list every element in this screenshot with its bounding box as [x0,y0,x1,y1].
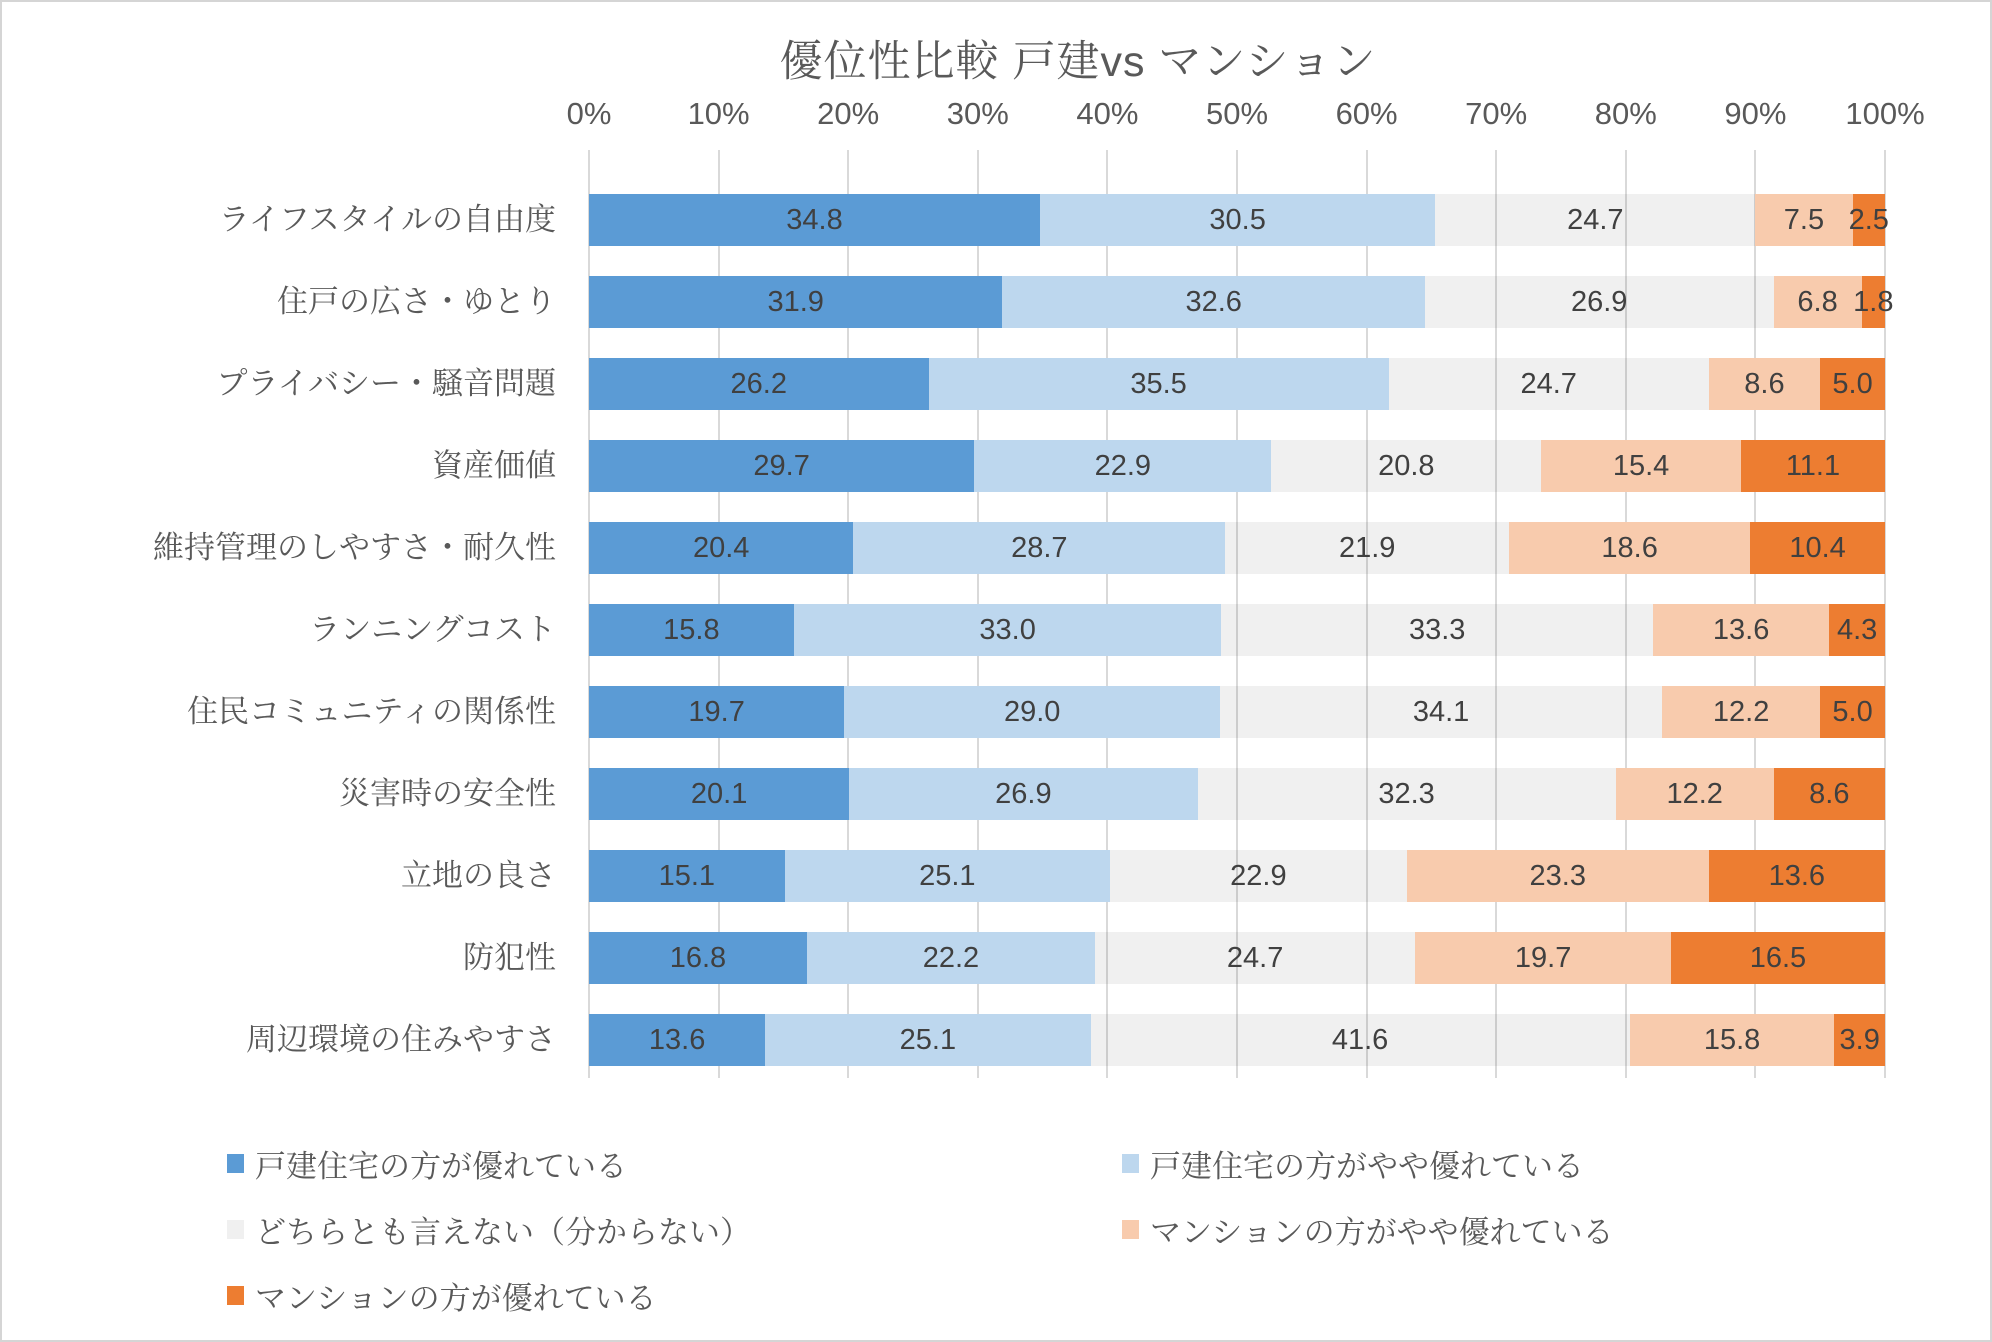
x-axis-tick-label: 60% [1335,96,1398,131]
legend-marker-icon [227,1220,244,1239]
x-axis-tick-label: 10% [687,96,750,131]
bar-segment [589,850,785,902]
bar-segment [1755,194,1852,246]
bar-segment [853,522,1225,574]
bar-segment-label: 5.0 [1832,695,1873,728]
bar-segment [1616,768,1774,820]
bar-segment-label: 33.3 [1408,613,1466,646]
bar-segment-label: 32.6 [1185,285,1242,318]
x-axis-tick-label: 70% [1465,96,1528,131]
bar-segment [1834,1014,1885,1066]
bar-segment [1110,850,1407,902]
bar-segment [1509,522,1750,574]
category-label: 住戸の広さ・ゆとり [277,284,556,319]
bar-segment [1848,194,1889,246]
legend-label: マンションの方がやや優れている [1150,1214,1614,1250]
bar-segment-label: 22.2 [922,941,980,974]
bar-segment [589,768,849,820]
bar-segment [1091,1014,1630,1066]
bar-segment-label: 29.7 [753,449,810,482]
category-label: プライバシー・騒音問題 [216,366,556,401]
category-label: 住民コミュニティの関係性 [187,694,556,729]
bar-row [589,440,1885,492]
x-axis-tick-label: 50% [1205,96,1269,131]
bar-row [589,604,1885,656]
x-axis-tick-label: 90% [1724,96,1787,131]
bar-segment [1435,194,1755,246]
bar-segment-label: 3.9 [1839,1023,1880,1056]
legend-marker-icon [227,1154,244,1173]
bar-segment [589,604,794,656]
bar-segment-label: 22.9 [1230,859,1287,892]
legend-item [227,1139,627,1187]
legend-item [1122,1205,1614,1253]
bar-segment-label: 19.7 [1514,941,1572,974]
bar-segment [1820,358,1885,410]
bar-segment [1774,768,1885,820]
bar-segment-label: 16.5 [1749,941,1807,974]
bar-segment-label: 19.7 [688,695,745,728]
bar-segment-label: 8.6 [1809,777,1850,810]
bar-segment-label: 21.9 [1338,531,1396,564]
bar-segment [807,932,1095,984]
bar-segment [1002,276,1424,328]
bar-segment-label: 10.4 [1789,531,1846,564]
legend-label: どちらとも言えない（分からない） [255,1214,751,1250]
category-label: ランニングコスト [309,612,556,647]
bar-segment-label: 26.9 [995,777,1052,810]
legend-marker-icon [1122,1220,1139,1239]
bar-segment [1221,604,1653,656]
bar-segment [1415,932,1671,984]
bar-row [589,358,1885,410]
bar-segment-label: 28.7 [1011,531,1068,564]
bar-segment [1225,522,1509,574]
bar-segment [1662,686,1820,738]
legend-item [227,1271,657,1319]
bar-segment [794,604,1222,656]
bar-segment-label: 22.9 [1094,449,1152,482]
bar-segment [1095,932,1415,984]
bar-segment-label: 5.0 [1832,367,1873,400]
bar-segment [589,194,1040,246]
bar-segment-label: 1.8 [1853,285,1894,318]
bar-segment-label: 12.2 [1666,777,1723,810]
bar-segment [1853,276,1894,328]
bar-segment-label: 26.9 [1570,285,1628,318]
bar-segment-label: 2.5 [1848,203,1889,236]
bar-segment-label: 13.6 [648,1023,706,1056]
bar-segment-label: 8.6 [1744,367,1785,400]
bar-segment [1220,686,1662,738]
legend-item [1122,1139,1584,1187]
category-label: ライフスタイルの自由度 [218,202,556,237]
bar-segment-label: 13.6 [1712,613,1770,646]
bar-segment-label: 20.4 [692,531,750,564]
bar-segment-label: 6.8 [1797,285,1838,318]
bar-segment-label: 35.5 [1130,367,1187,400]
category-label: 災害時の安全性 [339,776,556,811]
bar-segment [844,686,1220,738]
legend-label: 戸建住宅の方がやや優れている [1150,1148,1584,1184]
bar-row [589,932,1885,984]
bar-segment-label: 13.6 [1768,859,1826,892]
bar-segment-label: 18.6 [1601,531,1658,564]
bar-segment-label: 20.1 [690,777,748,810]
x-axis-tick-label: 40% [1076,96,1139,131]
legend-label: 戸建住宅の方が優れている [255,1148,627,1184]
bar-segment [929,358,1389,410]
bar-segment-label: 25.1 [919,859,976,892]
bar-segment-label: 24.7 [1567,203,1624,236]
bar-segment [1709,850,1885,902]
legend-label: マンションの方が優れている [255,1280,657,1316]
bar-segment [1198,768,1616,820]
bar-segment [589,522,853,574]
bar-segment-label: 7.5 [1783,203,1825,236]
category-axis [2,194,572,1066]
bar-segment [589,276,1002,328]
bar-segment [1829,604,1885,656]
bar-segment-label: 41.6 [1331,1023,1389,1056]
legend-marker-icon [1122,1154,1139,1173]
bar-segment-label: 29.0 [1003,695,1061,728]
bar-segment [849,768,1197,820]
bar-row [589,768,1885,820]
bar-segment-label: 32.3 [1378,777,1435,810]
x-axis-tick-label: 0% [566,96,612,131]
legend-item [227,1205,751,1253]
bar-segment [589,932,807,984]
bar-segment [1541,440,1741,492]
bar-segment-label: 24.7 [1520,367,1577,400]
category-label: 資産価値 [432,448,556,483]
bar-row [589,850,1885,902]
bar-segment [1741,440,1885,492]
bar-segment [765,1014,1090,1066]
bar-row [589,276,1894,328]
bar-segment [1040,194,1435,246]
bar-segment [589,686,844,738]
bar-segment [1671,932,1885,984]
bar-segment [1820,686,1885,738]
bar-segment-label: 34.1 [1412,695,1470,728]
bar-segment [1407,850,1709,902]
bar-row [589,194,1889,246]
bar-segment [1271,440,1541,492]
bar-segment-label: 15.1 [658,859,716,892]
bar-segment-label: 26.2 [730,367,787,400]
x-axis-tick-label: 30% [946,96,1009,131]
x-axis [566,96,1925,138]
bar-segment [589,440,974,492]
bar-segment [1425,276,1774,328]
bar-segment [1653,604,1829,656]
bar-segment-label: 31.9 [767,285,824,318]
category-label: 立地の良さ [401,858,556,893]
category-label: 周辺環境の住みやすさ [246,1022,556,1057]
bar-segment-label: 23.3 [1529,859,1586,892]
bar-segment-label: 34.8 [786,203,843,236]
bar-segment [1750,522,1885,574]
bar-segment [1774,276,1862,328]
bar-segment [785,850,1110,902]
bar-segment-label: 16.8 [669,941,727,974]
bar-row [589,522,1885,574]
x-axis-tick-label: 20% [817,96,880,131]
bar-segment-label: 20.8 [1378,449,1435,482]
bar-segment [1630,1014,1835,1066]
category-label: 維持管理のしやすさ・耐久性 [153,530,556,565]
bar-segment-label: 15.8 [1703,1023,1761,1056]
bar-segment-label: 15.4 [1612,449,1670,482]
x-axis-tick-label: 100% [1845,96,1925,131]
bar-segment [1389,358,1709,410]
bar-segment-label: 12.2 [1712,695,1770,728]
plot-area [589,194,1894,1066]
chart-title: 優位性比較 戸建vs マンション [779,38,1377,86]
bar-segment-label: 11.1 [1785,449,1841,482]
legend-marker-icon [227,1286,244,1305]
bar-row [589,686,1885,738]
bar-segment [974,440,1271,492]
bar-segment-label: 15.8 [663,613,720,646]
bar-row [589,1014,1885,1066]
bar-segment-label: 25.1 [899,1023,957,1056]
bar-segment-label: 4.3 [1836,613,1878,646]
bar-segment [589,1014,765,1066]
bar-segment-label: 30.5 [1209,203,1266,236]
bar-segment [1709,358,1820,410]
bar-segment-label: 33.0 [979,613,1036,646]
x-axis-tick-label: 80% [1594,96,1657,131]
bar-segment [589,358,929,410]
bar-segment-label: 24.7 [1226,941,1284,974]
category-label: 防犯性 [463,940,556,975]
